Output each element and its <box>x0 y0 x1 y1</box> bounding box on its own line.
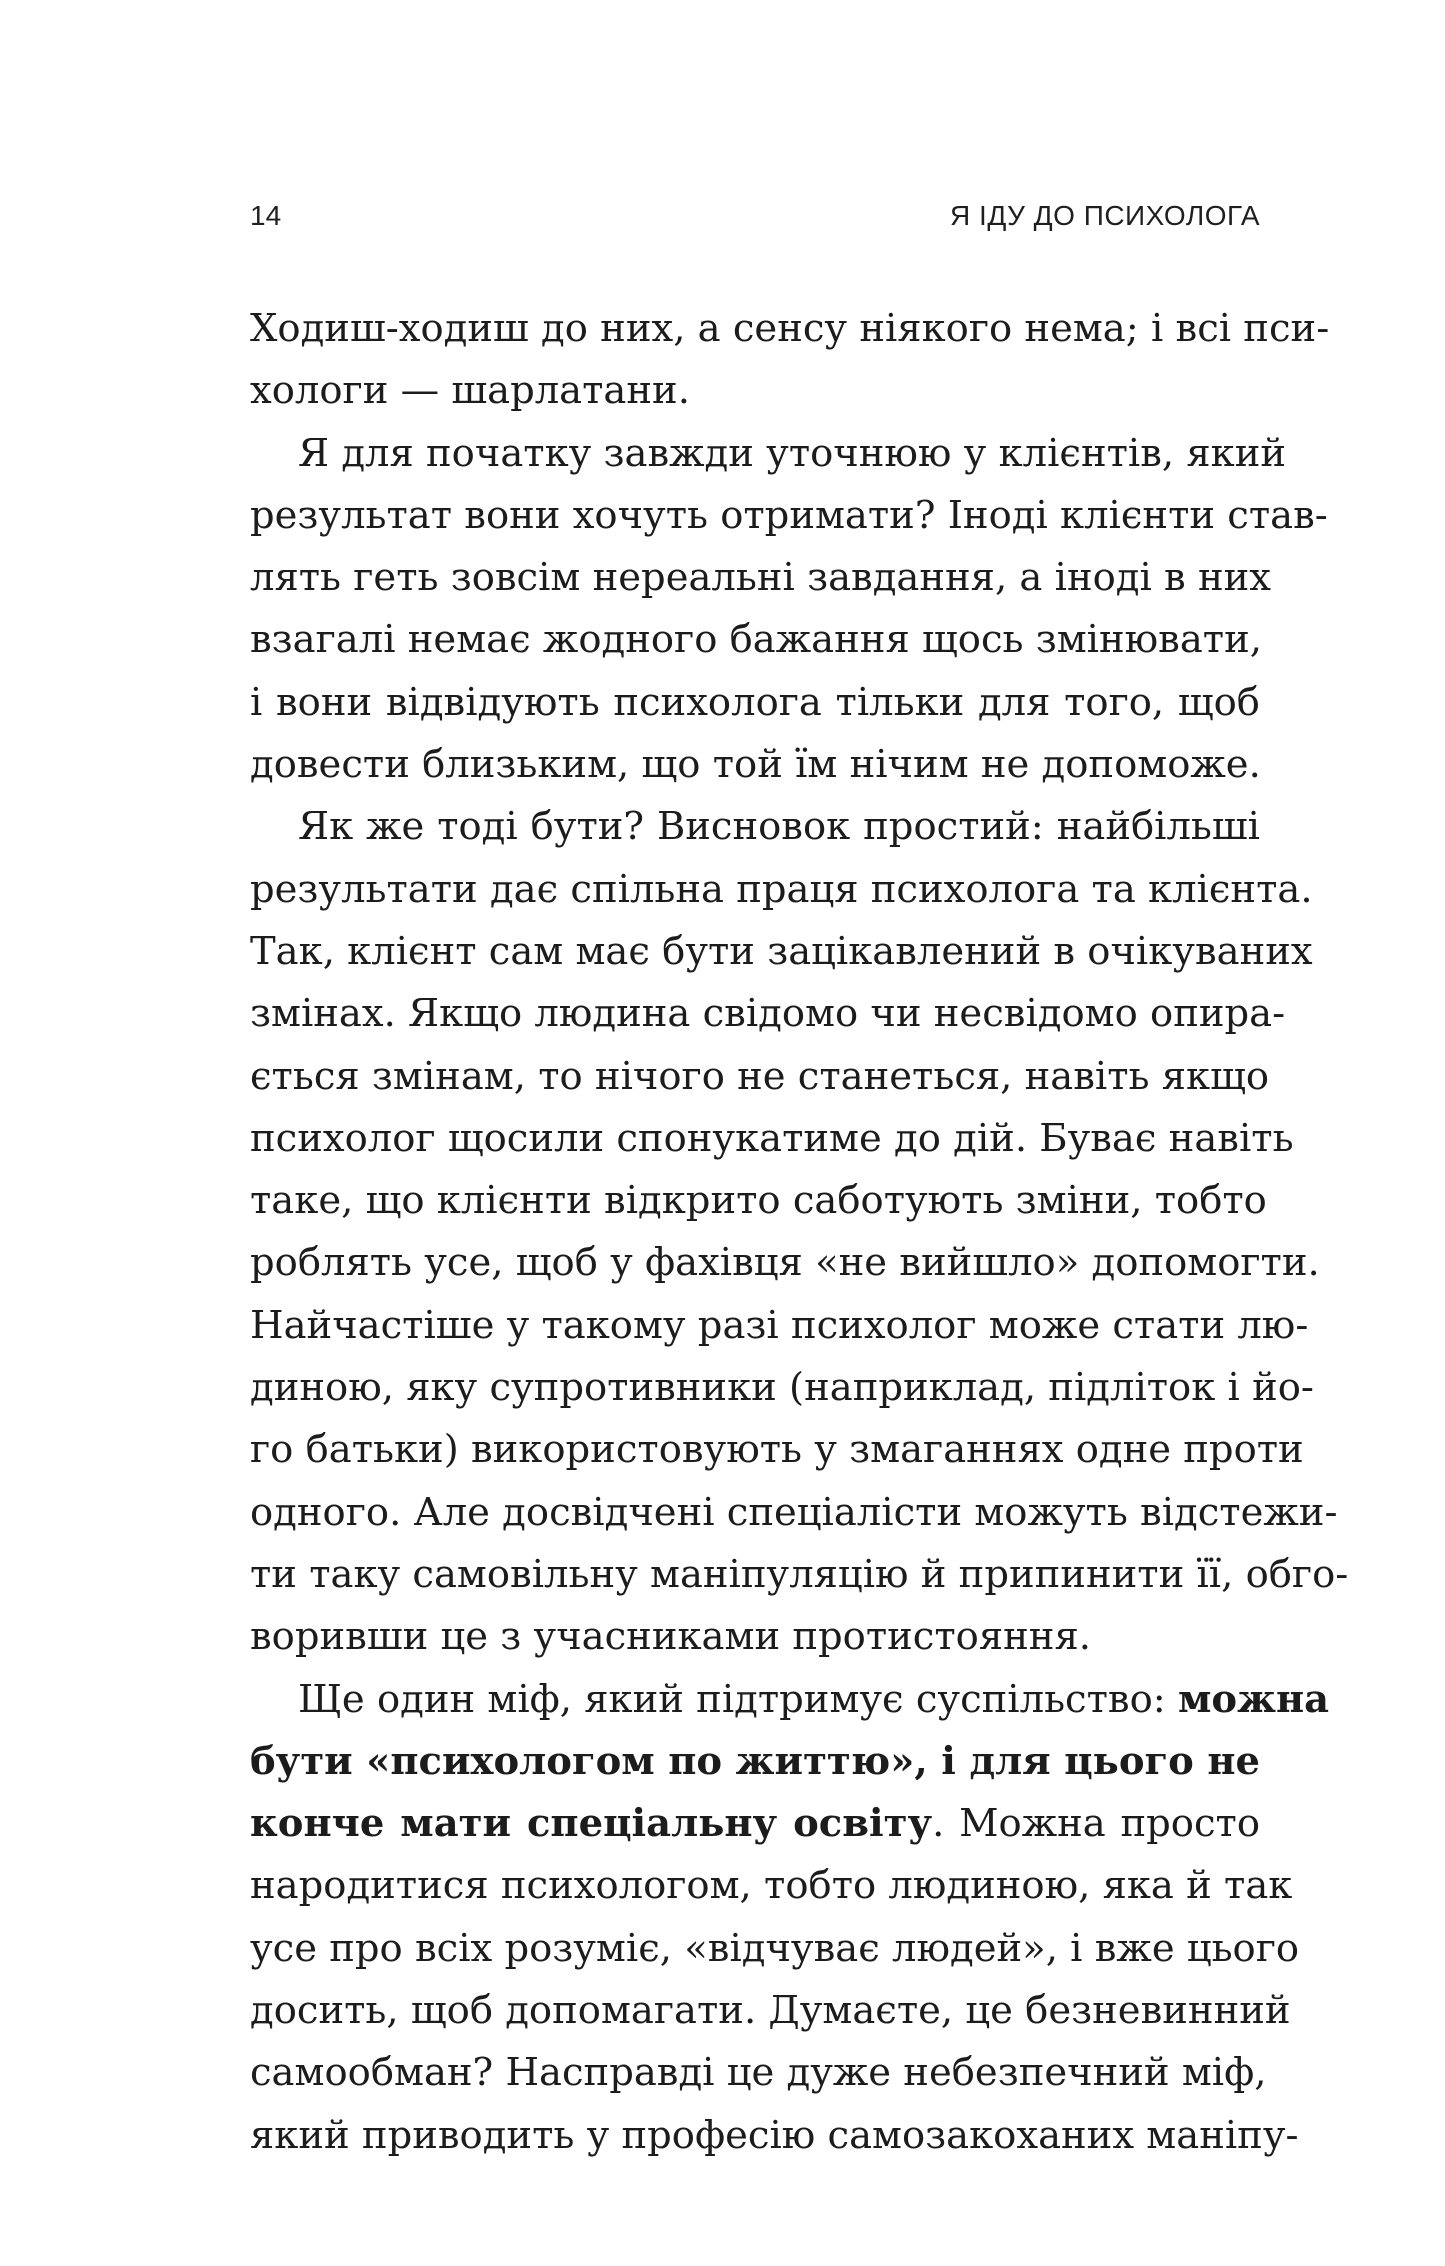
text-segment: самообман? Насправді це дуже небезпечний міф, <box>250 2050 1267 2096</box>
text-segment: Як же тоді бути? Висновок простий: найбільші <box>298 804 1260 850</box>
text-line <box>250 485 1328 547</box>
text-line <box>250 298 1330 360</box>
text-line <box>250 1606 1260 1668</box>
text-segment: Найчастіше у такому разі психолог може стати лю- <box>250 1302 1309 1348</box>
text-segment: результати дає спільна праця психолога та клієнта. <box>250 866 1313 912</box>
text-segment: го батьки) використовують у змаганнях одне проти <box>250 1427 1304 1473</box>
text-segment: довести близьким, що той їм нічим не допоможе. <box>250 742 1261 788</box>
text-segment: воривши це з учасниками протистояння. <box>250 1614 1091 1660</box>
text-line <box>250 1793 1260 1855</box>
text-line <box>250 423 1287 485</box>
text-line <box>250 609 1260 671</box>
text-line <box>250 1170 1267 1232</box>
bold-text: бути «психологом по життю», і для цього не <box>250 1738 1260 1784</box>
text-segment: Так, клієнт сам має бути зацікавлений в очікуваних <box>250 928 1313 974</box>
text-line <box>250 1669 1330 1731</box>
text-segment: який приводить у професію самозакоханих маніпу- <box>250 2112 1299 2158</box>
text-line <box>250 1980 1291 2042</box>
text-line <box>250 2042 1267 2104</box>
text-line <box>250 734 1260 796</box>
text-line <box>250 1918 1300 1980</box>
running-title: Я ІДУ ДО ПСИХОЛОГА <box>950 200 1260 231</box>
text-line <box>250 1731 1260 1793</box>
text-segment: результат вони хочуть отримати? Іноді клієнти став- <box>250 492 1328 538</box>
text-line <box>250 796 1260 858</box>
text-segment: . Можна просто <box>932 1801 1260 1847</box>
bold-text: конче мати спеціальну освіту <box>250 1801 933 1847</box>
text-segment: лять геть зовсім нереальні завдання, а іноді в них <box>250 555 1271 601</box>
text-line <box>250 1046 1270 1108</box>
text-segment: роблять усе, щоб у фахівця «не вийшло» допомогти. <box>250 1240 1320 1286</box>
text-line <box>250 1295 1309 1357</box>
text-segment: Я для початку завжди уточнюю у клієнтів, який <box>298 430 1287 476</box>
text-line <box>250 859 1313 921</box>
text-segment: Ходиш-ходиш до них, а сенсу ніякого нема; і всі пси- <box>250 306 1330 351</box>
text-segment: Ще один міф, який підтримує суспільство: <box>298 1676 1178 1722</box>
paragraph <box>250 796 1349 1668</box>
text-line <box>250 360 1260 422</box>
running-head <box>250 200 1260 240</box>
text-line <box>250 1357 1314 1419</box>
text-line <box>250 2105 1299 2167</box>
text-segment: взагалі немає жодного бажання щось змінювати, <box>250 617 1262 663</box>
text-line <box>250 1855 1293 1917</box>
text-line <box>250 921 1313 983</box>
paragraph <box>250 423 1328 797</box>
text-segment: психолог щосили спонукатиме до дій. Буває навіть <box>250 1115 1294 1161</box>
text-segment: ти таку самовільну маніпуляцію й припинити її, обго- <box>250 1551 1349 1597</box>
page-number: 14 <box>250 200 282 231</box>
text-segment: усе про всіх розуміє, «відчуває людей», і вже цього <box>250 1925 1300 1971</box>
text-segment: диною, яку супротивники (наприклад, підліток і йо- <box>250 1365 1314 1411</box>
text-segment: народитися психологом, тобто людиною, яка й так <box>250 1863 1293 1909</box>
text-line <box>250 1482 1338 1544</box>
text-segment: ється змінам, то нічого не станеться, навіть якщо <box>250 1053 1270 1099</box>
text-line <box>250 547 1271 609</box>
text-line <box>250 1419 1304 1481</box>
bold-text: можна <box>1177 1676 1330 1722</box>
text-line <box>250 1232 1320 1294</box>
text-segment: досить, щоб допомагати. Думаєте, це безневинний <box>250 1988 1291 2034</box>
paragraph <box>250 298 1330 423</box>
text-segment: таке, що клієнти відкрито саботують зміни, тобто <box>250 1178 1267 1224</box>
body-text <box>250 298 1349 2167</box>
text-segment: хологи — шарлатани. <box>250 368 690 414</box>
text-segment: змінах. Якщо людина свідомо чи несвідомо опира- <box>250 991 1286 1037</box>
text-segment: одного. Але досвідчені спеціалісти можуть відстежи- <box>250 1489 1338 1535</box>
text-line <box>250 983 1286 1045</box>
paragraph <box>250 1669 1330 2167</box>
text-line <box>250 1108 1294 1170</box>
text-segment: і вони відвідують психолога тільки для того, щоб <box>250 679 1260 725</box>
text-line <box>250 1544 1349 1606</box>
text-line <box>250 672 1260 734</box>
